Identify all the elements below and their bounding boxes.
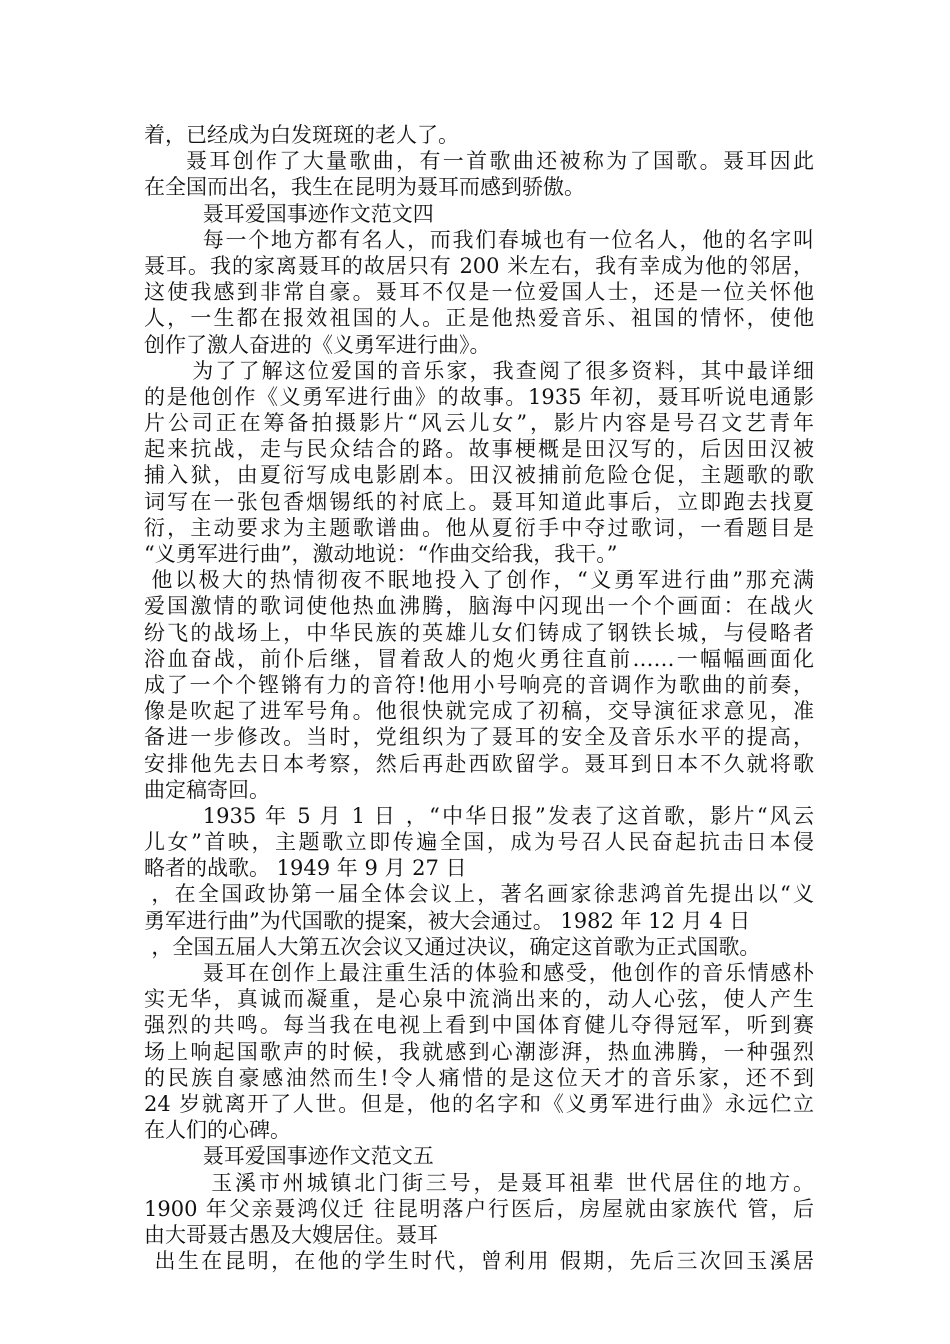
text-line: 聂耳爱国事迹作文范文五 (202, 1144, 434, 1169)
text-line: 为了了解这位爱国的音乐家，我查阅了很多资料，其中最详细 (192, 358, 814, 383)
text-line: 着，已经成为白发斑斑的老人了。 (144, 123, 459, 147)
text-line: 安排他先去日本考察，然后再赴西欧留学。聂耳到日本不久就将歌 (144, 751, 814, 776)
text-line: 词写在一张包香烟锡纸的衬底上。聂耳知道此事后，立即跑去找夏 (144, 489, 814, 514)
text-line: 片公司正在筹备拍摄影片“风云儿女”，影片内容是号召文艺青年 (144, 411, 814, 436)
text-line: 聂耳在创作上最注重生活的体验和感受，他创作的音乐情感朴 (202, 961, 814, 985)
text-line: 聂耳。我的家离聂耳的故居只有 200 米左右，我有幸成为他的邻居， (144, 253, 814, 278)
text-line: 玉溪市州城镇北门街三号，是聂耳祖辈 世代居住的地方。 (211, 1170, 814, 1195)
text-line: 在人们的心碑。 (144, 1118, 291, 1143)
text-line: 像是吹起了进军号角。他很快就完成了初稿，交导演征求意见，准 (144, 699, 814, 724)
text-line: “义勇军进行曲”，激动地说：“作曲交给我，我干。” (144, 542, 618, 566)
text-line: 略者的战歌。 1949 年 9 月 27 日 (144, 856, 467, 881)
text-line: 聂耳爱国事迹作文范文四 (202, 201, 434, 226)
text-line: 浴血奋战，前仆后继，冒着敌人的炮火勇往直前……一幅幅画面化 (144, 646, 814, 671)
text-line: 出生在昆明，在他的学生时代，曾利用 假期，先后三次回玉溪居 (154, 1249, 814, 1274)
text-line: 这使我感到非常自豪。聂耳不仅是一位爱国人士，还是一位关怀他 (144, 280, 814, 305)
text-line: 纷飞的战场上，中华民族的英雄儿女们铸成了钢铁长城，与侵略者 (144, 620, 814, 645)
text-line: ，在全国政协第一届全体会议上，著名画家徐悲鸿首先提出以“义 (151, 882, 814, 907)
text-line: 实无华，真诚而凝重，是心泉中流淌出来的，动人心弦，使人产生 (144, 987, 814, 1012)
text-line: 1935 年 5 月 1 日 ，“中华日报”发表了这首歌，影片“风云 (202, 803, 814, 828)
text-line: 聂耳创作了大量歌曲，有一首歌曲还被称为了国歌。聂耳因此 (186, 149, 814, 174)
text-line: 捕入狱，由夏衍写成电影剧本。田汉被捕前危险仓促，主题歌的歌 (144, 463, 814, 488)
text-line: 每一个地方都有名人，而我们春城也有一位名人，他的名字叫 (202, 227, 814, 252)
text-line: 他以极大的热情彻夜不眠地投入了创作，“义勇军进行曲”那充满 (151, 568, 814, 593)
text-line: 曲定稿寄回。 (144, 777, 270, 802)
text-line: 创作了激人奋进的《义勇军进行曲》。 (144, 332, 491, 357)
text-line: 儿女”首映，主题歌立即传遍全国，成为号召人民奋起抗击日本侵 (144, 830, 814, 855)
text-line: 勇军进行曲”为代国歌的提案，被大会通过。 1982 年 12 月 4 日 (144, 908, 751, 933)
text-line: 人，一生都在报效祖国的人。正是他热爱音乐、祖国的情怀，使他 (144, 306, 814, 331)
text-line: 的是他创作《义勇军进行曲》的故事。1935 年初，聂耳听说电通影 (144, 384, 814, 409)
text-line: 起来抗战，走与民众结合的路。故事梗概是田汉写的，后因田汉被 (144, 437, 814, 462)
text-line: 在全国而出名，我生在昆明为聂耳而感到骄傲。 (144, 175, 585, 200)
document-body (144, 122, 814, 1274)
text-line: 备进一步修改。当时，党组织为了聂耳的安全及音乐水平的提高， (144, 725, 814, 750)
text-line: 强烈的共鸣。每当我在电视上看到中国体育健儿夺得冠军，听到赛 (144, 1013, 814, 1038)
text-line: ，全国五届人大第五次会议又通过决议，确定这首歌为正式国歌。 (151, 934, 761, 959)
text-line: 24 岁就离开了人世。但是，他的名字和《义勇军进行曲》永远伫立 (144, 1091, 814, 1116)
text-line: 衍，主动要求为主题歌谱曲。他从夏衍手中夺过歌词，一看题目是 (144, 515, 814, 540)
text-line: 1900 年父亲聂鸿仪迁 往昆明落户行医后，房屋就由家族代 管，后 (144, 1196, 814, 1221)
text-line: 场上响起国歌声的时候，我就感到心潮澎湃，热血沸腾，一种强烈 (144, 1039, 814, 1064)
text-line: 成了一个个铿锵有力的音符!他用小号响亮的音调作为歌曲的前奏， (144, 672, 814, 697)
text-line: 爱国激情的歌词使他热血沸腾，脑海中闪现出一个个画面：在战火 (144, 594, 814, 619)
text-line: 的民族自豪感油然而生!令人痛惜的是这位天才的音乐家，还不到 (144, 1065, 814, 1090)
text-line: 由大哥聂古愚及大嫂居住。聂耳 (144, 1222, 438, 1247)
